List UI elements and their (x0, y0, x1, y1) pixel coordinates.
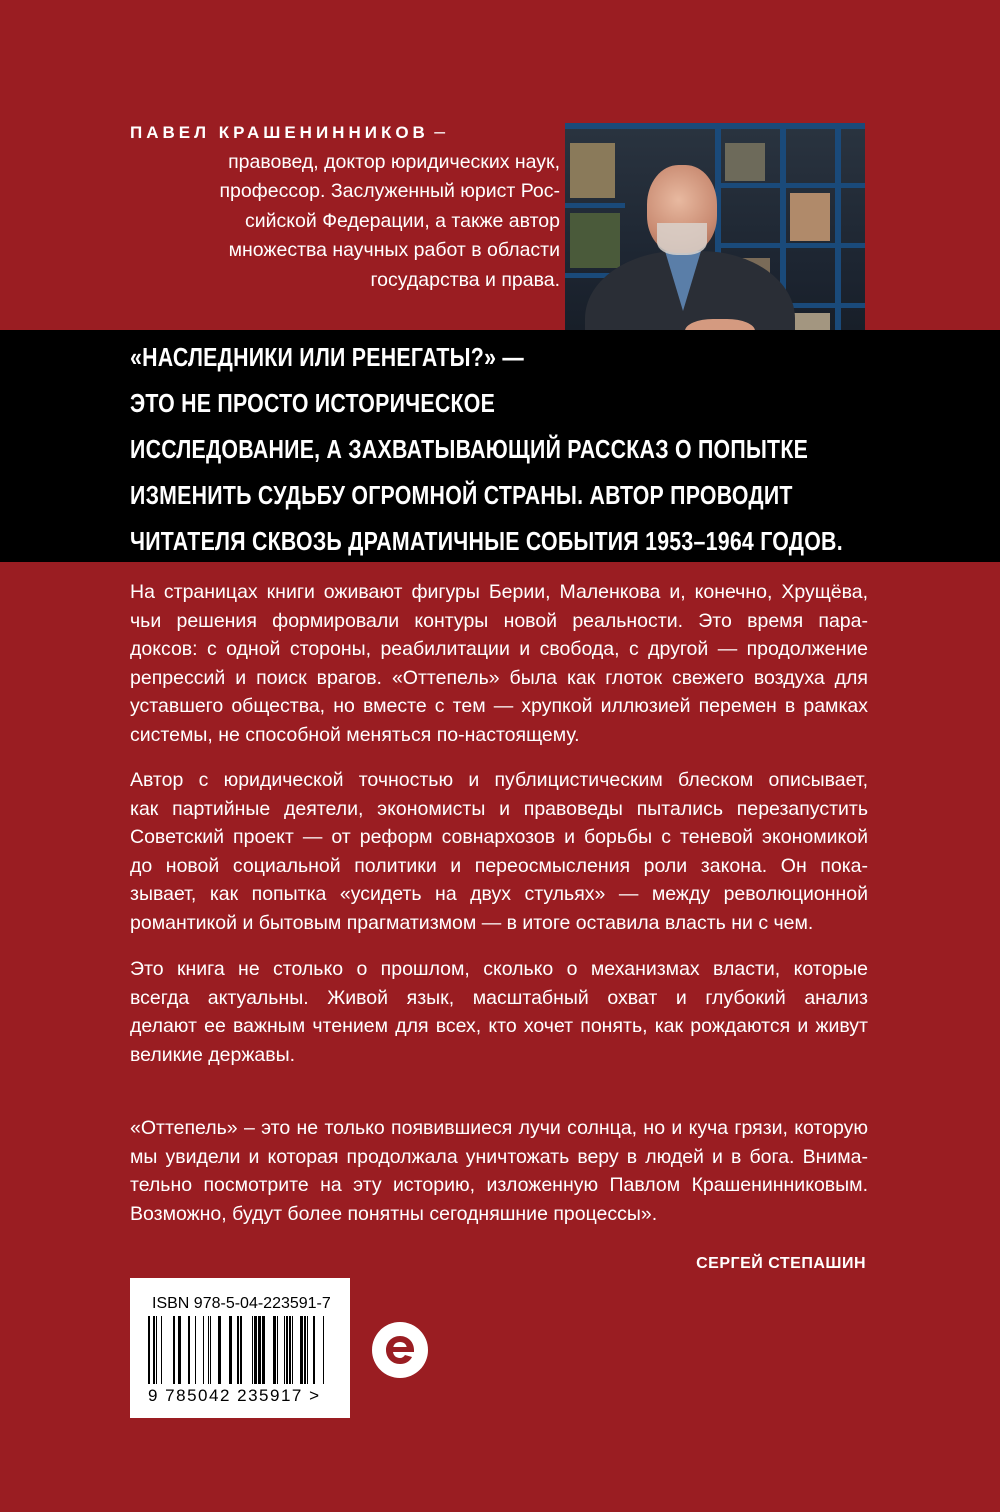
author-bio-line: государства и права. (370, 268, 560, 291)
publisher-logo-icon (370, 1320, 430, 1380)
quote-signature: СЕРГЕЙ СТЕПАШИН (696, 1255, 866, 1272)
text-line: Советский проект — от реформ совнархозов и борьбы с теневой экономикой (130, 826, 868, 849)
headline (0, 330, 1000, 562)
text-line: зывает, как попытка «усидеть на двух стульях» — между революционной (130, 883, 868, 906)
headline-line: ЭТО НЕ ПРОСТО ИСТОРИЧЕСКОЕ (130, 388, 496, 418)
description-paragraph-2 (130, 766, 868, 938)
author-dash: – (428, 121, 446, 143)
text-line: делают ее важным чтением для всех, кто хочет понять, как рождаются и живут (130, 1015, 868, 1038)
description-paragraph-1 (130, 578, 868, 750)
text-line: до новой социальной политики и переосмысления роли закона. Он пока- (130, 854, 868, 877)
text-line: системы, не способной меняться по-настоящему. (130, 723, 580, 746)
headline-line: ИЗМЕНИТЬ СУДЬБУ ОГРОМНОЙ СТРАНЫ. АВТОР ПРОВОДИТ (130, 480, 793, 510)
text-line: доксов: с одной стороны, реабилитации и свобода, с другой — продолжение (130, 638, 868, 661)
author-name: ПАВЕЛ КРАШЕНИННИКОВ (130, 123, 429, 142)
text-line: Возможно, будут более понятны сегодняшние процессы». (130, 1202, 658, 1225)
text-line: чьи решения формировали контуры новой реальности. Это время пара- (130, 609, 868, 632)
author-bio-line: сийской Федерации, а также автор (245, 209, 560, 232)
author-bio-line: правовед, доктор юридических наук, (228, 150, 560, 173)
isbn-text: ISBN 978-5-04-223591-7 (152, 1295, 331, 1312)
text-line: уставшего общества, но вместе с тем — хрупкой иллюзией перемен в рамках (130, 695, 868, 718)
text-line: «Оттепель» – это не только появившиеся лучи солнца, но и куча грязи, которую (130, 1117, 868, 1139)
text-line: На страницах книги оживают фигуры Берии, Маленкова и, конечно, Хрущёва, (130, 581, 868, 603)
text-line: Автор с юридической точностью и публицистическим блеском описывает, (130, 769, 868, 791)
author-bio-line: профессор. Заслуженный юрист Рос- (219, 180, 560, 202)
text-line: как партийные деятели, экономисты и правоведы пытались перезапустить (130, 797, 868, 820)
headline-line: ЧИТАТЕЛЯ СКВОЗЬ ДРАМАТИЧНЫЕ СОБЫТИЯ 1953–1964 ГОДОВ. (130, 526, 843, 556)
text-line: мы увидели и которая продолжала уничтожать веру в людей и в бога. Внима- (130, 1145, 868, 1168)
text-line: всегда актуальны. Живой язык, масштабный охват и глубокий анализ (130, 986, 868, 1009)
barcode-box (130, 1278, 350, 1418)
description-paragraph-3 (130, 955, 868, 1069)
text-line: репрессий и поиск врагов. «Оттепель» была как глоток свежего воздуха для (130, 666, 868, 689)
author-bio-line: множества научных работ в области (228, 239, 560, 261)
endorsement-quote (130, 1114, 868, 1228)
headline-line: «НАСЛЕДНИКИ ИЛИ РЕНЕГАТЫ?» — (130, 342, 524, 372)
text-line: романтикой и бытовым прагматизмом — в итоге оставила власть ни с чем. (130, 911, 814, 934)
author-bio (130, 118, 560, 295)
headline-line: ИССЛЕДОВАНИЕ, А ЗАХВАТЫВАЮЩИЙ РАССКАЗ О ПОПЫТКЕ (130, 434, 809, 464)
barcode-digits: 9 785042 235917 > (148, 1386, 321, 1405)
barcode-bars (148, 1316, 332, 1384)
text-line: тельно посмотрите на эту историю, изложенную Павлом Крашенинниковым. (130, 1174, 868, 1197)
text-line: великие державы. (130, 1043, 296, 1066)
text-line: Это книга не столько о прошлом, сколько о механизмах власти, которые (130, 958, 868, 980)
